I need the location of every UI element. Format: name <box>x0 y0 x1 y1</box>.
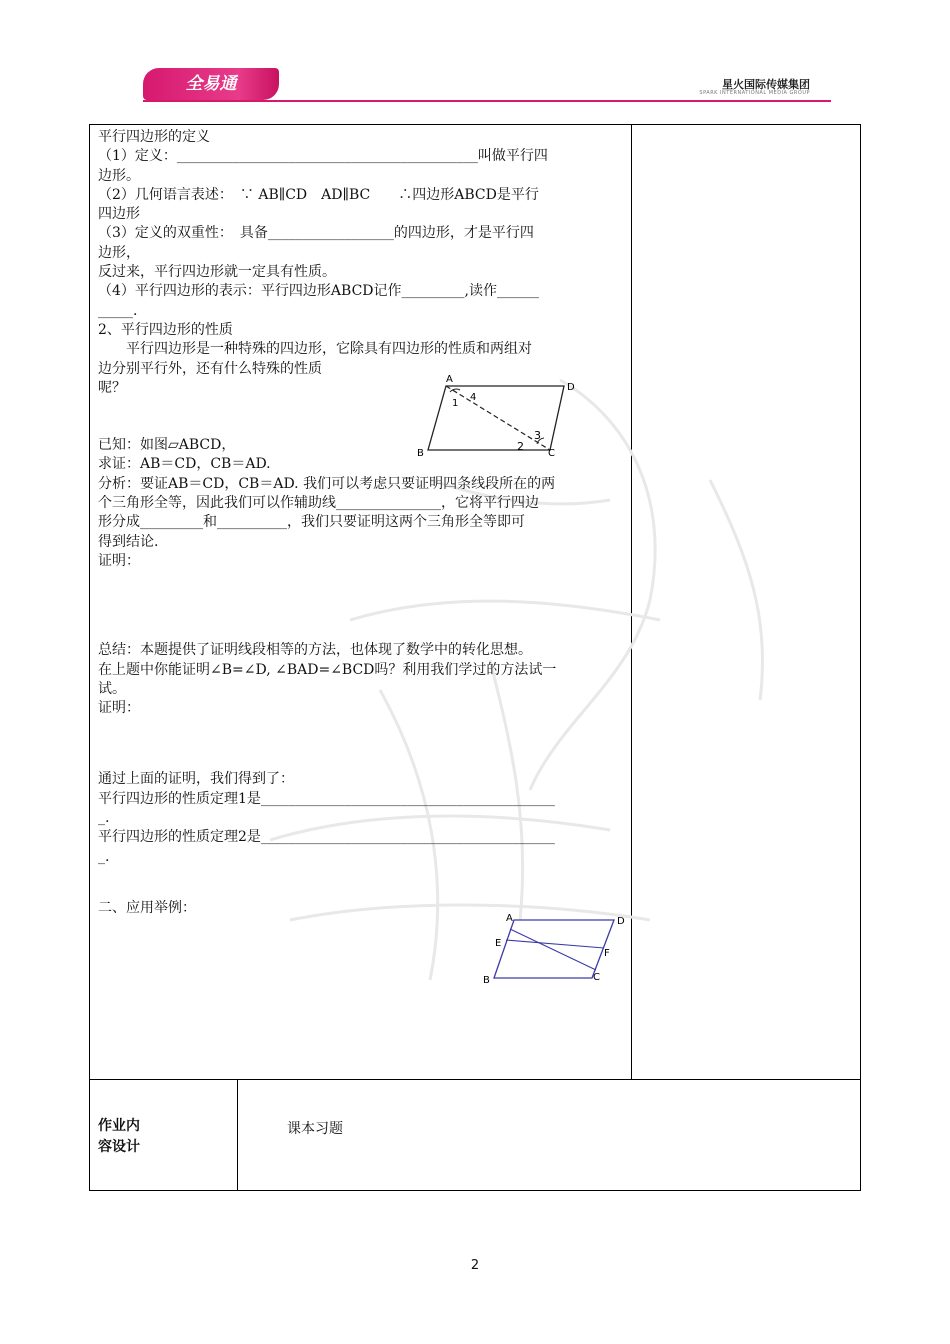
figure-label: A <box>446 374 453 385</box>
lesson-content <box>98 128 623 918</box>
header-divider <box>143 100 831 102</box>
lesson-line: _____. <box>98 302 138 319</box>
given-line: 形分成_________和__________，我们只要证明这两个三角形全等即可 <box>98 514 525 531</box>
figure-label: 2 <box>517 440 524 453</box>
summary-line: 证明： <box>98 700 140 717</box>
lesson-line: （2）几何语言表述： ∵ AB∥CD AD∥BC ∴四边形ABCD是平行 <box>98 186 539 203</box>
brand-name: 星火国际传媒集团 <box>722 78 810 91</box>
figure-label: D <box>567 382 575 393</box>
lesson-line: 反过来，平行四边形就一定具有性质。 <box>98 264 336 281</box>
figure-label: B <box>483 975 490 986</box>
summary-line: 试。 <box>98 680 126 697</box>
summary-line: 总结：本题提供了证明线段相等的方法，也体现了数学中的转化思想。 <box>98 642 532 659</box>
theorem-line: 平行四边形的性质定理2是__________________________________________ <box>98 829 555 846</box>
lesson-line: （1）定义：___________________________________________叫做平行四 <box>98 148 548 165</box>
theorem-line: 平行四边形的性质定理1是__________________________________________ <box>98 790 555 807</box>
lesson-line: 平行四边形的定义 <box>98 129 210 145</box>
figure-label: C <box>593 972 600 983</box>
figure-label: D <box>617 916 625 927</box>
parallelogram-figure <box>414 372 594 462</box>
homework-label <box>98 1116 168 1158</box>
given-line: 分析：要证AB＝CD，CB＝AD. 我们可以考虑只要证明四条线段所在的两 <box>98 475 556 492</box>
given-line: 求证：AB＝CD，CB＝AD. <box>98 456 271 473</box>
lesson-line: 平行四边形是一种特殊的四边形，它除具有四边形的性质和两组对 <box>98 341 532 358</box>
lesson-line: 2、平行四边形的性质 <box>98 321 233 338</box>
lesson-line: 边分别平行外，还有什么特殊的性质 <box>98 360 322 377</box>
theorem-line: _. <box>98 848 110 865</box>
summary-line: 在上题中你能证明∠B=∠D, ∠BAD=∠BCD吗？利用我们学过的方法试一 <box>98 661 557 678</box>
given-line: 得到结论. <box>98 533 159 550</box>
figure-label: F <box>604 948 610 959</box>
figure-label: B <box>417 448 424 459</box>
row-divider <box>89 1079 861 1080</box>
theorem-line: 通过上面的证明，我们得到了： <box>98 771 294 788</box>
theorem-line: _. <box>98 810 110 827</box>
parallelogram-ef-figure <box>480 910 630 990</box>
lesson-line: （4）平行四边形的表示：平行四边形ABCD记作_________,读作______ <box>98 283 539 300</box>
page-number: 2 <box>470 1258 480 1273</box>
figure-label: 1 <box>452 398 459 409</box>
column-divider <box>631 124 632 1080</box>
given-line: 个三角形全等，因此我们可以作辅助线_______________，它将平行四边 <box>98 495 539 512</box>
figure-label: 3 <box>534 429 541 442</box>
lesson-line: 边形。 <box>98 167 140 184</box>
figure-label: C <box>548 448 555 459</box>
lesson-line: 四边形 <box>98 206 140 223</box>
brand-subtitle: SPARK INTERNATIONAL MEDIA GROUP <box>699 90 810 96</box>
homework-column-divider <box>237 1079 238 1191</box>
figure-label: E <box>495 938 502 949</box>
brand-logo: 全易通 <box>143 68 279 100</box>
lesson-line: 边形， <box>98 244 140 261</box>
given-line: 已知：如图▱ABCD， <box>98 437 236 454</box>
lesson-line: 呢？ <box>98 379 126 396</box>
homework-label-line: 容设计 <box>98 1139 140 1155</box>
homework-content: 课本习题 <box>287 1121 343 1137</box>
homework-label-line: 作业内 <box>98 1118 140 1134</box>
given-line: 证明： <box>98 552 140 569</box>
lesson-line: （3）定义的双重性： 具备__________________的四边形，才是平行四 <box>98 225 534 242</box>
figure-label: A <box>506 913 513 924</box>
figure-label: 4 <box>470 392 477 403</box>
example-heading: 二、应用举例： <box>98 899 196 916</box>
